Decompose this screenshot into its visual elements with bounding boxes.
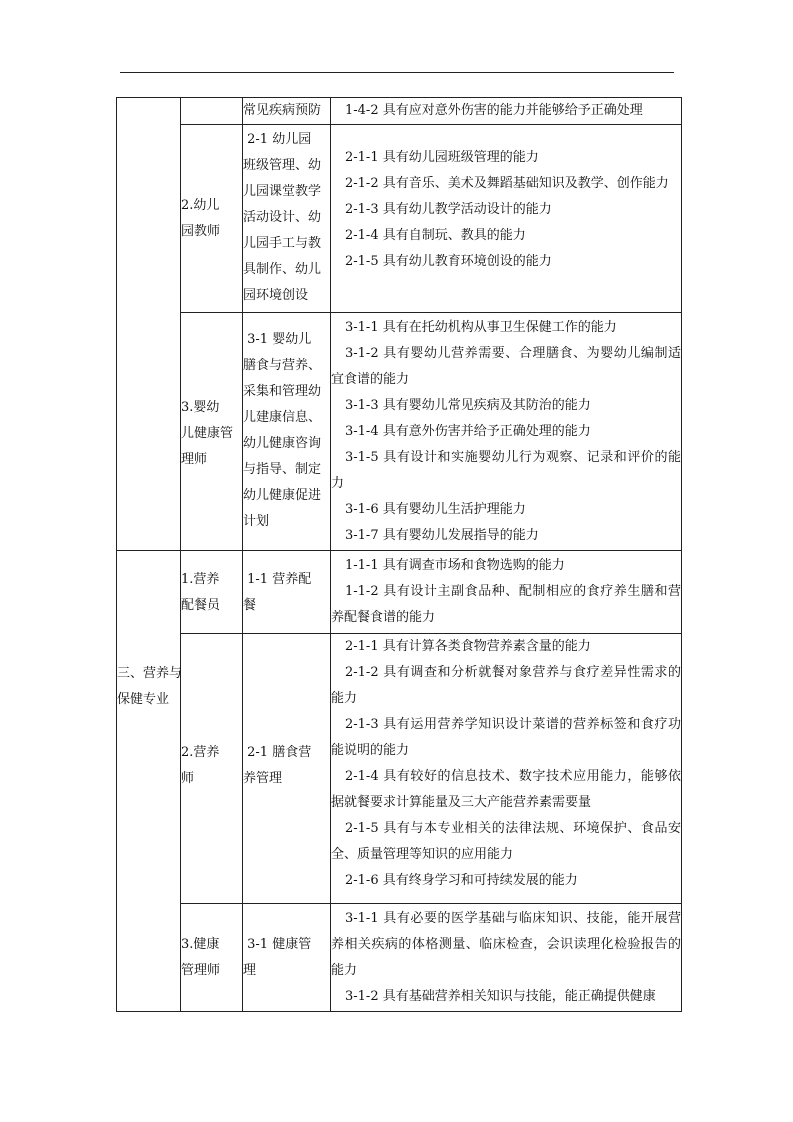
table-row	[117, 313, 682, 551]
role-line: 配餐员	[181, 598, 221, 613]
ability-item: 2-1-3 具有运用营养学知识设计菜谱的营养标签和食疗功能说明的能力	[331, 717, 681, 758]
task-cell	[243, 125, 331, 313]
role-line: 园教师	[181, 224, 221, 239]
major-cell	[117, 98, 181, 551]
role-cell	[181, 125, 243, 313]
task-line: 具制作、幼儿	[243, 262, 322, 277]
ability-item: 1-1-1 具有调查市场和食物选购的能力	[345, 558, 565, 573]
task-line: 儿建康信息、	[243, 410, 322, 425]
ability-item: 3-1-1 具有在托幼机构从事卫生保健工作的能力	[345, 320, 617, 335]
role-line: 理师	[181, 452, 208, 467]
task-line: 养管理	[243, 771, 283, 786]
major-line: 三、营养与	[117, 666, 183, 681]
ability-item: 2-1-2 具有调查和分析就餐对象营养与食疗差异性需求的能力	[331, 665, 681, 706]
task-line: 理	[243, 963, 257, 978]
ability-item: 2-1-5 具有与本专业相关的法律法规、环境保护、食品安全、质量管理等知识的应用能力	[331, 821, 681, 862]
task-line: 计划	[243, 514, 270, 529]
task-line: 餐	[243, 598, 257, 613]
ability-cell	[331, 125, 682, 313]
competency-table	[116, 97, 682, 1012]
role-line: 师	[181, 771, 195, 786]
header-rule	[120, 72, 674, 73]
task-line: 幼儿健康咨询	[243, 436, 322, 451]
role-line: 2.营养	[181, 745, 220, 760]
task-cell	[243, 551, 331, 634]
task-cell	[243, 634, 331, 904]
role-cell	[181, 98, 243, 125]
task-line: 幼儿健康促进	[243, 488, 322, 503]
table-row	[117, 125, 682, 313]
ability-cell	[331, 313, 682, 551]
task-line: 3-1 健康管	[243, 937, 312, 952]
ability-item: 3-1-4 具有意外伤害并给予正确处理的能力	[345, 424, 591, 439]
table-row	[117, 904, 682, 1012]
ability-item: 3-1-6 具有婴幼儿生活护理能力	[345, 502, 526, 517]
task-line: 儿园手工与教	[243, 236, 322, 251]
role-cell	[181, 551, 243, 634]
ability-item: 2-1-4 具有自制玩、教具的能力	[345, 228, 526, 243]
role-cell	[181, 313, 243, 551]
task-cell	[243, 313, 331, 551]
task-line: 2-1 幼儿园	[243, 132, 312, 147]
role-line: 3.健康	[181, 937, 220, 952]
ability-item: 3-1-2 具有基础营养相关知识与技能，能正确提供健康	[345, 989, 656, 1004]
role-line: 儿健康管	[181, 426, 234, 441]
role-line: 管理师	[181, 963, 221, 978]
ability-item: 2-1-3 具有幼儿教学活动设计的能力	[345, 202, 552, 217]
ability-item: 3-1-1 具有必要的医学基础与临床知识、技能，能开展营养相关疾病的体格测量、临床检查，会识读理化检验报告的能力	[331, 911, 681, 978]
table-row	[117, 551, 682, 634]
ability-item: 3-1-2 具有婴幼儿营养需要、合理膳食、为婴幼儿编制适宜食谱的能力	[331, 346, 681, 387]
table-row	[117, 98, 682, 125]
role-cell	[181, 904, 243, 1012]
task-line: 3-1 婴幼儿	[243, 332, 312, 347]
role-line: 3.婴幼	[181, 400, 220, 415]
ability-cell	[331, 551, 682, 634]
ability-item: 2-1-4 具有较好的信息技术、数字技术应用能力，能够依据就餐要求计算能量及三大产能营养素需要量	[331, 769, 681, 810]
task-line: 与指导、制定	[243, 462, 322, 477]
task-line: 园环境创设	[243, 288, 309, 303]
table-row	[117, 634, 682, 904]
ability-cell	[331, 904, 682, 1012]
role-cell	[181, 634, 243, 904]
role-line: 1.营养	[181, 572, 220, 587]
task-cell	[243, 98, 331, 125]
task-line: 1-1 营养配	[243, 572, 312, 587]
ability-item: 2-1-2 具有音乐、美术及舞蹈基础知识及教学、创作能力	[345, 176, 669, 191]
task-cell	[243, 904, 331, 1012]
ability-item: 2-1-1 具有幼儿园班级管理的能力	[345, 150, 539, 165]
task-line: 班级管理、幼	[243, 158, 322, 173]
task-line: 活动设计、幼	[243, 210, 322, 225]
task-line: 采集和管理幼	[243, 384, 322, 399]
ability-item: 2-1-1 具有计算各类食物营养素含量的能力	[345, 639, 591, 654]
ability-item: 3-1-3 具有婴幼儿常见疾病及其防治的能力	[345, 398, 591, 413]
task-line: 膳食与营养、	[243, 358, 322, 373]
task-line: 儿园课堂教学	[243, 184, 322, 199]
major-line: 保健专业	[117, 692, 170, 707]
ability-item: 3-1-5 具有设计和实施婴幼儿行为观察、记录和评价的能力	[331, 450, 681, 491]
major-cell	[117, 551, 181, 1012]
ability-item: 1-4-2 具有应对意外伤害的能力并能够给予正确处理	[345, 103, 643, 118]
task-line: 2-1 膳食营	[243, 745, 312, 760]
ability-cell	[331, 634, 682, 904]
ability-item: 2-1-6 具有终身学习和可持续发展的能力	[345, 873, 578, 888]
ability-cell	[331, 98, 682, 125]
ability-item: 1-1-2 具有设计主副食品种、配制相应的食疗养生膳和营养配餐食谱的能力	[331, 584, 681, 625]
task-line: 常见疾病预防	[243, 103, 322, 118]
ability-item: 3-1-7 具有婴幼儿发展指导的能力	[345, 528, 539, 543]
ability-item: 2-1-5 具有幼儿教育环境创设的能力	[345, 254, 552, 269]
role-line: 2.幼儿	[181, 198, 220, 213]
